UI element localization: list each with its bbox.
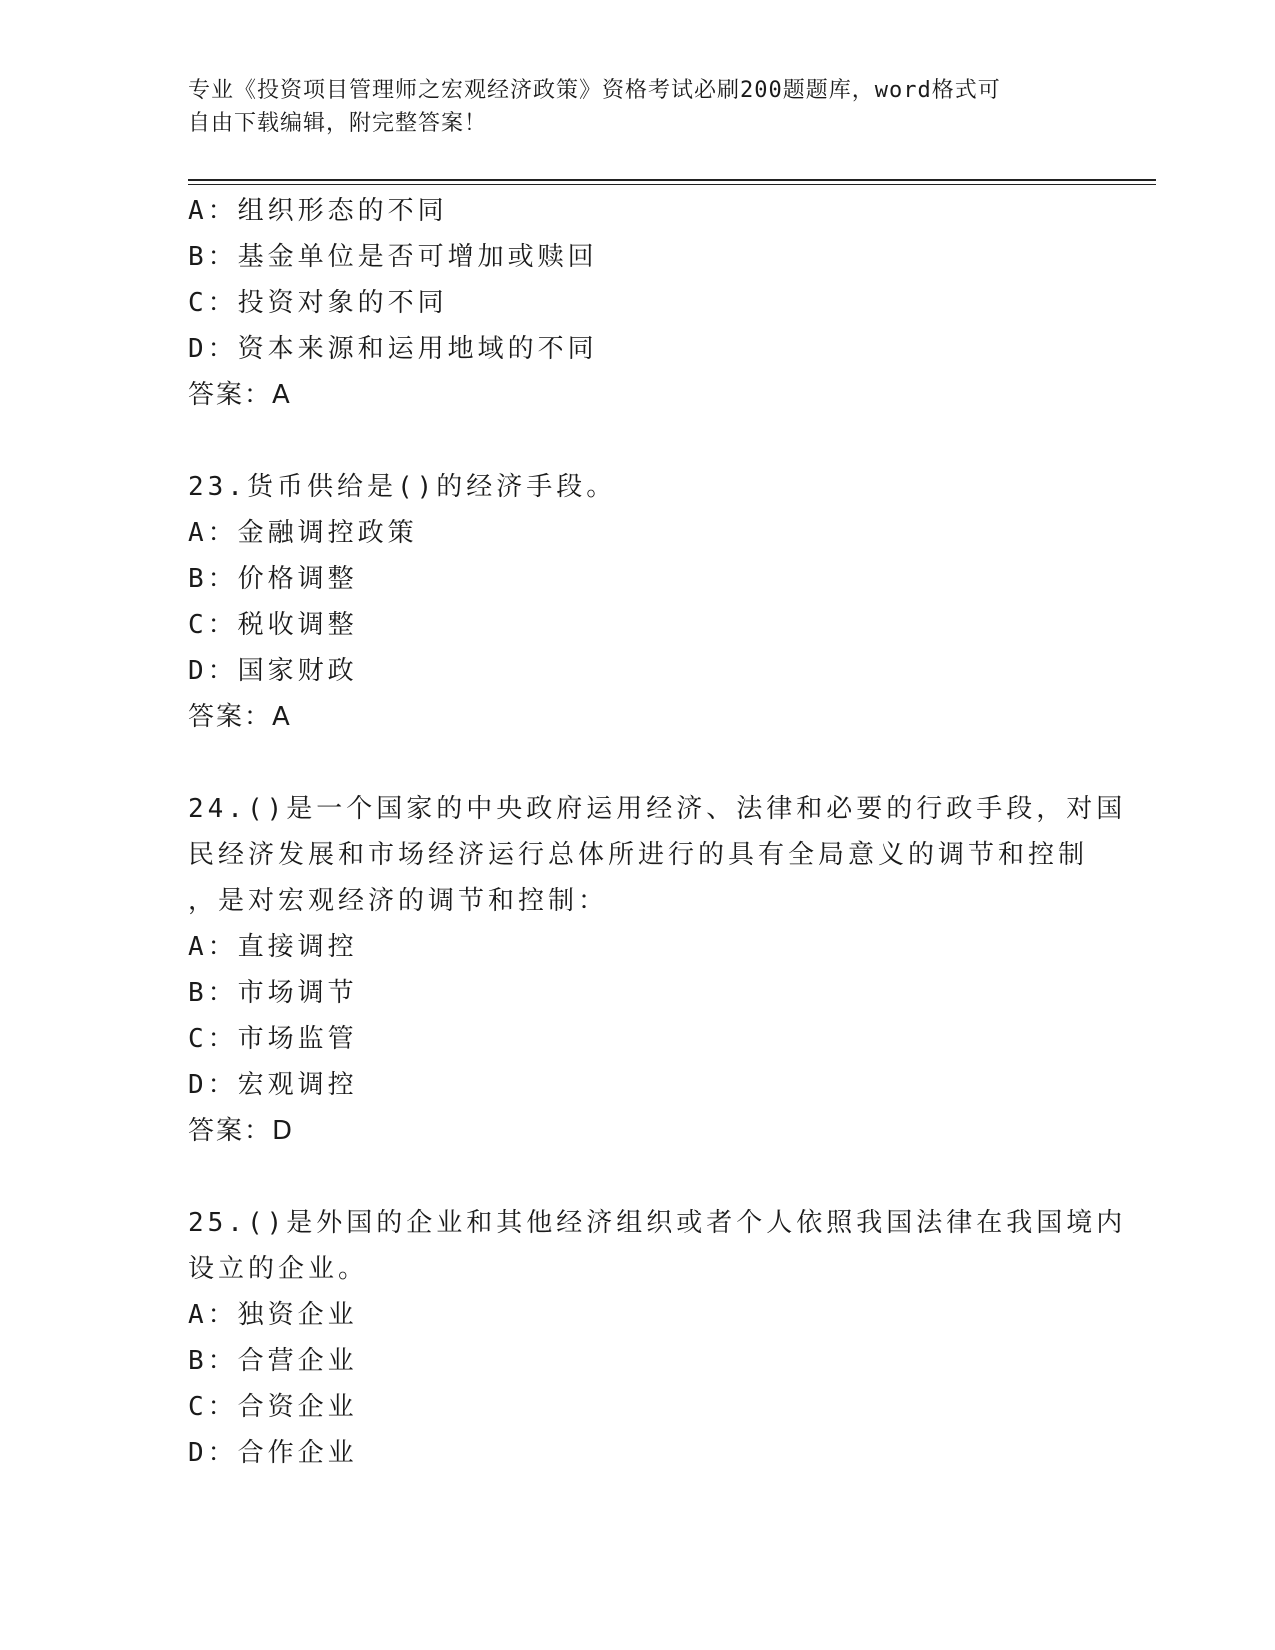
answer-line: 答案：A bbox=[188, 702, 292, 732]
option-a: A：金融调控政策 bbox=[188, 518, 418, 548]
header-rule-thin bbox=[188, 184, 1156, 185]
question-block-25 bbox=[188, 1200, 1127, 1476]
question-stem-line-2: 民经济发展和市场经济运行总体所进行的具有全局意义的调节和控制 bbox=[188, 840, 1089, 870]
answer-line: 答案：D bbox=[188, 1116, 295, 1146]
header-line-1: 专业《投资项目管理师之宏观经济政策》资格考试必刷200题题库，word格式可 bbox=[188, 78, 1001, 103]
question-block-24 bbox=[188, 786, 1127, 1154]
option-c: C：税收调整 bbox=[188, 610, 358, 640]
option-a: A：独资企业 bbox=[188, 1300, 358, 1330]
option-d: D：国家财政 bbox=[188, 656, 358, 686]
question-stem-line-3: ，是对宏观经济的调节和控制： bbox=[188, 886, 609, 916]
option-b: B：市场调节 bbox=[188, 978, 358, 1008]
question-stem: 23.货币供给是()的经济手段。 bbox=[188, 472, 617, 502]
option-b: B：合营企业 bbox=[188, 1346, 358, 1376]
option-a: A：直接调控 bbox=[188, 932, 358, 962]
question-list bbox=[188, 188, 1127, 1476]
document-header bbox=[188, 74, 1068, 140]
spacer bbox=[188, 418, 1088, 464]
question-stem-line-1: 24.()是一个国家的中央政府运用经济、法律和必要的行政手段，对国 bbox=[188, 794, 1127, 824]
option-d: D：资本来源和运用地域的不同 bbox=[188, 334, 598, 364]
answer-line: 答案：A bbox=[188, 380, 292, 410]
option-d: D：合作企业 bbox=[188, 1438, 358, 1468]
option-b: B：价格调整 bbox=[188, 564, 358, 594]
question-stem-line-2: 设立的企业。 bbox=[188, 1254, 369, 1284]
option-a: A：组织形态的不同 bbox=[188, 196, 448, 226]
spacer bbox=[188, 1154, 1088, 1200]
question-block-23 bbox=[188, 464, 1088, 740]
header-rule-thick bbox=[188, 179, 1156, 181]
option-d: D：宏观调控 bbox=[188, 1070, 358, 1100]
option-c: C：合资企业 bbox=[188, 1392, 358, 1422]
question-stem-line-1: 25.()是外国的企业和其他经济组织或者个人依照我国法律在我国境内 bbox=[188, 1208, 1127, 1238]
spacer bbox=[188, 740, 1088, 786]
option-c: C：投资对象的不同 bbox=[188, 288, 448, 318]
option-b: B：基金单位是否可增加或赎回 bbox=[188, 242, 598, 272]
option-c: C：市场监管 bbox=[188, 1024, 358, 1054]
header-line-2: 自由下载编辑，附完整答案！ bbox=[188, 111, 488, 136]
question-block-prev bbox=[188, 188, 1088, 418]
